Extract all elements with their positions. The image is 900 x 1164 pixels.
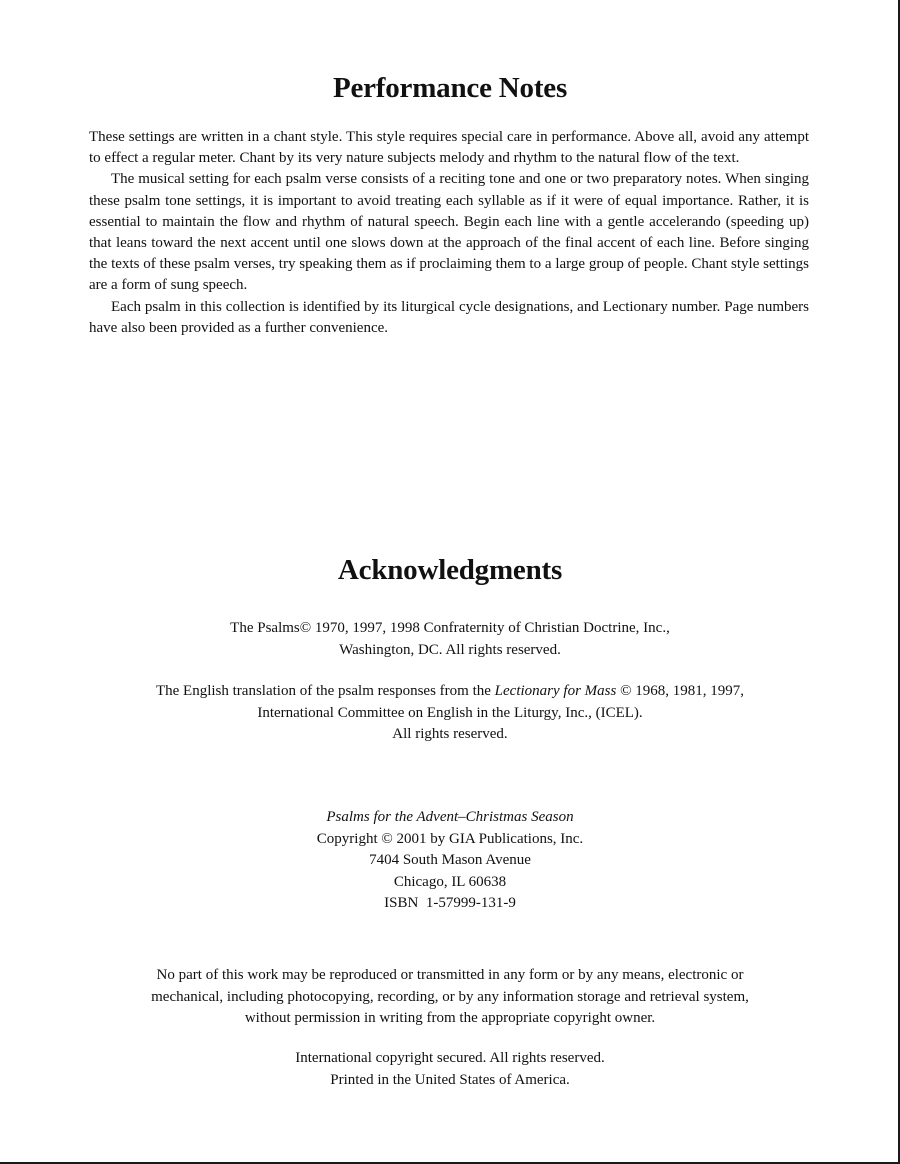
psalms-copyright-line-2: Washington, DC. All rights reserved.: [339, 641, 561, 658]
reproduction-notice-line-2: mechanical, including photocopying, recording, or by any information storage and retrieval system,: [151, 988, 749, 1005]
performance-notes-title: Performance Notes: [332, 72, 568, 104]
publication-title: Psalms for the Advent–Christmas Season: [326, 809, 574, 825]
notes-paragraph-2: The musical setting for each psalm verse consists of a reciting tone and one or two preparatory notes. When singing these psalm tone settings, it is important to avoid treating each syllable as if it were of equal importance. Rather, it is essential to maintain the flow and rhythm of natural speech. Begin each line with a gentle accelerando (speeding up) that leans toward the next accent until one slows down at the approach of the final accent of each line. Before singing the texts of these psalm verses, try speaking them as if proclaiming them to a large group of people. Chant style settings are a form of sung speech.: [89, 171, 809, 294]
translation-prefix: The English translation of the psalm responses from the: [155, 683, 495, 699]
lectionary-title: Lectionary for Mass: [494, 683, 617, 699]
translation-line-1: [0, 681, 900, 703]
publisher-street: 7404 South Mason Avenue: [369, 852, 531, 868]
printed-in-line: Printed in the United States of America.: [330, 1071, 570, 1088]
performance-notes-body: [89, 127, 809, 339]
notes-paragraph-1: These settings are written in a chant style. This style requires special care in performance. Above all, avoid any attempt to effect a regular meter. Chant by its very nature subjects melody and rhythm to the natural flow of the text.: [89, 129, 809, 167]
publisher-city: Chicago, IL 60638: [393, 873, 507, 890]
translation-copyright: [0, 681, 900, 746]
reproduction-notice: [0, 965, 900, 1030]
translation-suffix: © 1968, 1981, 1997,: [616, 683, 744, 699]
translation-line-2: International Committee on English in the Liturgy, Inc., (ICEL).: [257, 704, 643, 721]
copyright-secured-line-1: International copyright secured. All rights reserved.: [295, 1050, 605, 1066]
publication-copyright: Copyright © 2001 by GIA Publications, Inc.: [316, 830, 584, 847]
acknowledgments-title: Acknowledgments: [337, 554, 563, 586]
reproduction-notice-line-3: without permission in writing from the appropriate copyright owner.: [244, 1010, 656, 1026]
notes-paragraph-3: Each psalm in this collection is identified by its liturgical cycle designations, and Lectionary number. Page numbers have also been provided as a further convenience.: [89, 298, 809, 336]
translation-line-3: All rights reserved.: [392, 726, 508, 742]
psalms-copyright: [0, 618, 900, 661]
copyright-secured: [0, 1048, 900, 1091]
psalms-copyright-line-1: The Psalms© 1970, 1997, 1998 Confraternity of Christian Doctrine, Inc.,: [230, 620, 670, 636]
reproduction-notice-line-1: No part of this work may be reproduced or transmitted in any form or by any means, electronic or: [156, 967, 744, 983]
isbn: ISBN 1-57999-131-9: [384, 895, 516, 911]
publication-info: [0, 807, 900, 915]
